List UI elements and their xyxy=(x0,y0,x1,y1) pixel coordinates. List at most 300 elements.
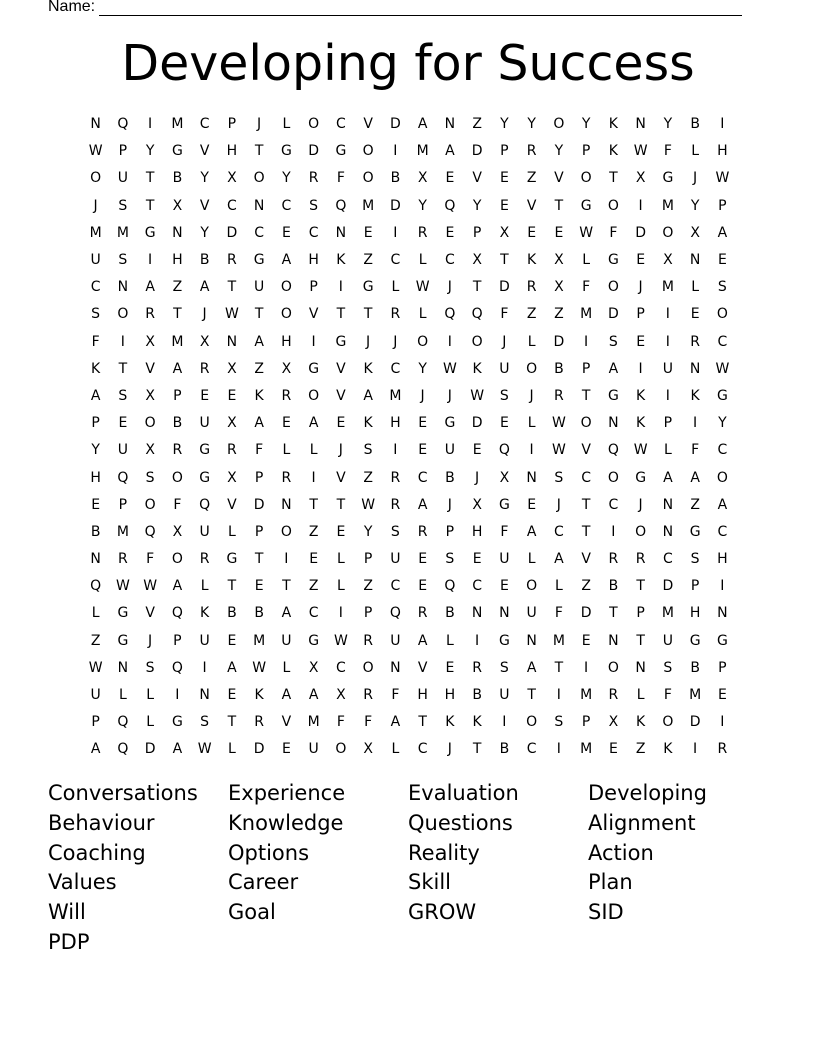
grid-letter[interactable]: D xyxy=(389,197,401,214)
grid-letter[interactable]: N xyxy=(499,605,510,622)
grid-letter[interactable]: H xyxy=(689,605,701,622)
grid-letter[interactable]: D xyxy=(144,741,156,758)
grid-letter[interactable]: I xyxy=(311,469,316,486)
grid-letter[interactable]: P xyxy=(254,469,264,486)
grid-letter[interactable]: W xyxy=(551,415,566,432)
grid-letter[interactable]: C xyxy=(417,741,428,758)
grid-letter[interactable]: S xyxy=(390,523,400,540)
grid-letter[interactable]: T xyxy=(581,387,591,404)
grid-letter[interactable]: G xyxy=(308,360,320,377)
grid-letter[interactable]: C xyxy=(717,333,728,350)
grid-letter[interactable]: P xyxy=(118,496,128,513)
grid-letter[interactable]: X xyxy=(608,714,619,731)
grid-letter[interactable]: T xyxy=(118,360,128,377)
grid-letter[interactable]: O xyxy=(280,279,292,296)
grid-letter[interactable]: N xyxy=(635,116,646,133)
grid-letter[interactable]: V xyxy=(581,551,591,568)
grid-letter[interactable]: Y xyxy=(472,197,482,214)
grid-letter[interactable]: J xyxy=(447,387,452,404)
grid-letter[interactable]: U xyxy=(499,360,510,377)
grid-letter[interactable]: E xyxy=(418,415,428,432)
grid-letter[interactable]: M xyxy=(689,687,702,704)
grid-letter[interactable]: C xyxy=(662,551,673,568)
grid-letter[interactable]: H xyxy=(172,252,183,269)
grid-letter[interactable]: S xyxy=(309,197,319,214)
grid-letter[interactable]: A xyxy=(172,360,183,377)
grid-letter[interactable]: I xyxy=(611,523,616,540)
grid-letter[interactable]: J xyxy=(93,197,98,214)
grid-letter[interactable]: Y xyxy=(690,197,700,214)
grid-letter[interactable]: N xyxy=(662,523,674,540)
grid-letter[interactable]: O xyxy=(362,659,374,676)
grid-letter[interactable]: Z xyxy=(472,116,482,133)
grid-letter[interactable]: L xyxy=(527,415,536,432)
grid-letter[interactable]: W xyxy=(361,496,376,513)
grid-letter[interactable]: R xyxy=(417,224,428,241)
grid-letter[interactable]: U xyxy=(444,442,455,459)
grid-letter[interactable]: X xyxy=(417,170,428,187)
grid-letter[interactable]: T xyxy=(254,306,264,323)
grid-letter[interactable]: V xyxy=(336,360,346,377)
grid-letter[interactable]: I xyxy=(720,714,725,731)
grid-letter[interactable]: L xyxy=(527,551,536,568)
grid-letter[interactable]: J xyxy=(638,279,643,296)
grid-letter[interactable]: Y xyxy=(418,360,427,377)
grid-letter[interactable]: R xyxy=(281,469,292,486)
grid-letter[interactable]: X xyxy=(145,442,155,459)
grid-letter[interactable]: W xyxy=(442,360,457,377)
grid-letter[interactable]: M xyxy=(362,197,375,214)
grid-letter[interactable]: K xyxy=(636,415,646,432)
grid-letter[interactable]: S xyxy=(499,659,509,676)
grid-letter[interactable]: W xyxy=(715,170,730,187)
grid-letter[interactable]: U xyxy=(308,741,319,758)
grid-letter[interactable]: W xyxy=(633,143,648,160)
grid-letter[interactable]: I xyxy=(720,578,725,595)
grid-letter[interactable]: E xyxy=(200,387,210,404)
grid-letter[interactable]: G xyxy=(607,252,619,269)
grid-letter[interactable]: E xyxy=(717,687,727,704)
grid-letter[interactable]: Y xyxy=(527,116,536,133)
grid-letter[interactable]: I xyxy=(529,442,534,459)
grid-letter[interactable]: P xyxy=(445,523,455,540)
grid-letter[interactable]: L xyxy=(663,442,672,459)
grid-letter[interactable]: N xyxy=(253,197,265,214)
grid-letter[interactable]: V xyxy=(554,170,564,187)
grid-letter[interactable]: Y xyxy=(200,224,209,241)
grid-letter[interactable]: O xyxy=(280,306,292,323)
grid-letter[interactable]: V xyxy=(199,143,210,160)
grid-letter[interactable]: A xyxy=(417,632,428,649)
grid-letter[interactable]: Y xyxy=(91,442,100,459)
grid-letter[interactable]: O xyxy=(716,469,728,486)
grid-letter[interactable]: G xyxy=(117,605,129,622)
grid-letter[interactable]: C xyxy=(335,659,346,676)
grid-letter[interactable]: V xyxy=(145,360,155,377)
grid-letter[interactable]: T xyxy=(363,306,373,323)
grid-letter[interactable]: L xyxy=(391,279,400,296)
grid-letter[interactable]: A xyxy=(717,496,728,513)
grid-letter[interactable]: Q xyxy=(117,116,129,133)
grid-letter[interactable]: L xyxy=(418,252,427,269)
grid-letter[interactable]: I xyxy=(720,116,725,133)
grid-letter[interactable]: Y xyxy=(418,197,427,214)
grid-letter[interactable]: U xyxy=(199,632,210,649)
grid-letter[interactable]: B xyxy=(445,469,455,486)
grid-letter[interactable]: G xyxy=(199,469,211,486)
grid-letter[interactable]: X xyxy=(363,741,373,758)
grid-letter[interactable]: A xyxy=(417,116,428,133)
grid-letter[interactable]: L xyxy=(391,741,400,758)
grid-letter[interactable]: E xyxy=(418,578,428,595)
grid-letter[interactable]: S xyxy=(554,714,564,731)
grid-letter[interactable]: P xyxy=(636,605,645,622)
grid-letter[interactable]: O xyxy=(580,170,592,187)
grid-letter[interactable]: L xyxy=(691,279,700,296)
grid-letter[interactable]: O xyxy=(417,333,429,350)
grid-letter[interactable]: W xyxy=(333,632,348,649)
grid-letter[interactable]: E xyxy=(336,415,346,432)
grid-letter[interactable]: P xyxy=(718,197,727,214)
grid-letter[interactable]: R xyxy=(635,551,646,568)
grid-letter[interactable]: Q xyxy=(90,578,102,595)
grid-letter[interactable]: I xyxy=(393,442,398,459)
grid-letter[interactable]: F xyxy=(336,714,345,731)
grid-letter[interactable]: O xyxy=(253,170,265,187)
grid-letter[interactable]: K xyxy=(472,360,482,377)
grid-letter[interactable]: I xyxy=(475,632,480,649)
grid-letter[interactable]: K xyxy=(363,415,373,432)
grid-letter[interactable]: Z xyxy=(363,469,373,486)
grid-letter[interactable]: B xyxy=(499,741,510,758)
grid-letter[interactable]: M xyxy=(661,197,674,214)
grid-letter[interactable]: C xyxy=(608,496,619,513)
grid-letter[interactable]: P xyxy=(227,116,237,133)
grid-letter[interactable]: B xyxy=(227,605,237,622)
grid-letter[interactable]: P xyxy=(581,143,591,160)
grid-letter[interactable]: S xyxy=(145,469,155,486)
grid-letter[interactable]: C xyxy=(390,360,401,377)
grid-letter[interactable]: E xyxy=(336,523,346,540)
grid-letter[interactable]: S xyxy=(91,306,101,323)
grid-letter[interactable]: G xyxy=(716,387,728,404)
grid-letter[interactable]: D xyxy=(389,116,401,133)
grid-letter[interactable]: Q xyxy=(117,741,129,758)
grid-letter[interactable]: U xyxy=(390,632,401,649)
grid-letter[interactable]: I xyxy=(393,224,398,241)
grid-letter[interactable]: T xyxy=(336,306,346,323)
grid-letter[interactable]: H xyxy=(444,687,456,704)
grid-letter[interactable]: T xyxy=(173,306,182,323)
grid-letter[interactable]: C xyxy=(390,578,401,595)
grid-letter[interactable]: J xyxy=(338,442,343,459)
grid-letter[interactable]: T xyxy=(227,714,237,731)
grid-letter[interactable]: E xyxy=(445,224,455,241)
grid-letter[interactable]: W xyxy=(197,741,212,758)
grid-letter[interactable]: X xyxy=(554,279,564,296)
grid-letter[interactable]: F xyxy=(391,687,400,704)
grid-letter[interactable]: S xyxy=(145,659,155,676)
grid-letter[interactable]: L xyxy=(227,523,236,540)
grid-letter[interactable]: X xyxy=(227,415,237,432)
grid-letter[interactable]: K xyxy=(690,387,700,404)
grid-letter[interactable]: J xyxy=(638,496,643,513)
grid-letter[interactable]: E xyxy=(281,224,291,241)
grid-letter[interactable]: E xyxy=(363,224,373,241)
grid-letter[interactable]: I xyxy=(584,659,589,676)
grid-letter[interactable]: S xyxy=(118,252,128,269)
grid-letter[interactable]: P xyxy=(309,279,318,296)
grid-letter[interactable]: N xyxy=(226,333,238,350)
grid-letter[interactable]: A xyxy=(663,469,673,486)
grid-letter[interactable]: C xyxy=(417,469,428,486)
grid-letter[interactable]: M xyxy=(307,714,320,731)
grid-letter[interactable]: C xyxy=(717,442,728,459)
grid-letter[interactable]: Q xyxy=(171,605,183,622)
grid-letter[interactable]: X xyxy=(690,224,700,241)
grid-letter[interactable]: G xyxy=(117,632,129,649)
grid-letter[interactable]: N xyxy=(526,469,537,486)
grid-letter[interactable]: L xyxy=(146,714,155,731)
grid-letter[interactable]: F xyxy=(91,333,100,350)
grid-letter[interactable]: G xyxy=(226,551,238,568)
grid-letter[interactable]: N xyxy=(117,659,129,676)
grid-letter[interactable]: X xyxy=(172,523,183,540)
grid-letter[interactable]: C xyxy=(308,224,319,241)
grid-letter[interactable]: Q xyxy=(335,197,347,214)
grid-letter[interactable]: S xyxy=(118,387,128,404)
grid-letter[interactable]: M xyxy=(253,632,266,649)
grid-letter[interactable]: C xyxy=(226,197,237,214)
grid-letter[interactable]: I xyxy=(584,333,589,350)
grid-letter[interactable]: Z xyxy=(554,306,564,323)
grid-letter[interactable]: W xyxy=(115,578,130,595)
grid-letter[interactable]: M xyxy=(580,306,593,323)
grid-letter[interactable]: P xyxy=(718,659,727,676)
grid-letter[interactable]: T xyxy=(418,714,427,731)
grid-letter[interactable]: N xyxy=(608,415,619,432)
grid-letter[interactable]: O xyxy=(308,387,320,404)
grid-letter[interactable]: D xyxy=(553,333,565,350)
grid-letter[interactable]: J xyxy=(556,496,561,513)
grid-letter[interactable]: H xyxy=(471,523,483,540)
grid-letter[interactable]: V xyxy=(227,496,237,513)
grid-letter[interactable]: Z xyxy=(308,578,319,595)
grid-letter[interactable]: E xyxy=(499,415,509,432)
grid-letter[interactable]: K xyxy=(472,714,482,731)
grid-letter[interactable]: P xyxy=(173,632,182,649)
grid-letter[interactable]: C xyxy=(444,252,455,269)
grid-letter[interactable]: W xyxy=(88,143,103,160)
grid-letter[interactable]: N xyxy=(471,605,483,622)
grid-letter[interactable]: E xyxy=(309,551,319,568)
grid-letter[interactable]: H xyxy=(717,551,728,568)
grid-letter[interactable]: W xyxy=(715,360,730,377)
grid-letter[interactable]: E xyxy=(472,551,482,568)
grid-letter[interactable]: T xyxy=(472,279,482,296)
grid-letter[interactable]: C xyxy=(472,578,483,595)
grid-letter[interactable]: N xyxy=(689,360,701,377)
grid-letter[interactable]: J xyxy=(502,333,507,350)
grid-letter[interactable]: F xyxy=(255,442,264,459)
grid-letter[interactable]: E xyxy=(499,170,509,187)
grid-letter[interactable]: I xyxy=(393,143,398,160)
grid-letter[interactable]: F xyxy=(663,143,672,160)
grid-letter[interactable]: Q xyxy=(444,578,456,595)
grid-letter[interactable]: P xyxy=(363,605,373,622)
grid-letter[interactable]: X xyxy=(281,360,292,377)
grid-letter[interactable]: Z xyxy=(90,632,101,649)
grid-letter[interactable]: N xyxy=(689,252,701,269)
grid-letter[interactable]: E xyxy=(636,252,646,269)
grid-letter[interactable]: O xyxy=(362,170,374,187)
grid-letter[interactable]: C xyxy=(717,523,728,540)
grid-letter[interactable]: S xyxy=(690,551,700,568)
grid-letter[interactable]: N xyxy=(662,496,674,513)
grid-letter[interactable]: I xyxy=(665,306,670,323)
grid-letter[interactable]: P xyxy=(91,714,100,731)
grid-letter[interactable]: U xyxy=(117,170,128,187)
grid-letter[interactable]: E xyxy=(281,741,291,758)
grid-letter[interactable]: G xyxy=(362,279,374,296)
grid-letter[interactable]: E xyxy=(527,496,537,513)
grid-letter[interactable]: F xyxy=(336,170,345,187)
grid-letter[interactable]: T xyxy=(581,496,591,513)
grid-letter[interactable]: B xyxy=(445,605,455,622)
grid-letter[interactable]: R xyxy=(145,306,155,323)
grid-letter[interactable]: H xyxy=(308,252,319,269)
grid-letter[interactable]: D xyxy=(471,143,483,160)
grid-letter[interactable]: T xyxy=(609,170,618,187)
grid-letter[interactable]: K xyxy=(336,252,346,269)
grid-letter[interactable]: B xyxy=(690,659,700,676)
grid-letter[interactable]: I xyxy=(148,116,153,133)
grid-letter[interactable]: J xyxy=(148,632,153,649)
grid-letter[interactable]: E xyxy=(418,551,428,568)
grid-letter[interactable]: U xyxy=(526,605,537,622)
grid-letter[interactable]: L xyxy=(146,687,155,704)
grid-letter[interactable]: Z xyxy=(363,252,373,269)
grid-letter[interactable]: B xyxy=(172,170,183,187)
grid-letter[interactable]: E xyxy=(254,578,264,595)
grid-letter[interactable]: R xyxy=(608,687,619,704)
grid-letter[interactable]: R xyxy=(390,469,401,486)
grid-letter[interactable]: F xyxy=(364,714,373,731)
grid-letter[interactable]: I xyxy=(148,252,153,269)
grid-letter[interactable]: O xyxy=(716,306,728,323)
grid-letter[interactable]: I xyxy=(665,387,670,404)
grid-letter[interactable]: M xyxy=(389,387,402,404)
grid-letter[interactable]: N xyxy=(608,632,619,649)
grid-letter[interactable]: A xyxy=(90,387,101,404)
grid-letter[interactable]: L xyxy=(336,578,345,595)
grid-letter[interactable]: N xyxy=(444,116,456,133)
grid-letter[interactable]: W xyxy=(224,306,239,323)
grid-letter[interactable]: D xyxy=(226,224,238,241)
grid-letter[interactable]: C xyxy=(335,116,346,133)
grid-letter[interactable]: J xyxy=(257,116,262,133)
grid-letter[interactable]: W xyxy=(88,659,103,676)
grid-letter[interactable]: J xyxy=(366,333,371,350)
grid-letter[interactable]: U xyxy=(281,632,292,649)
grid-letter[interactable]: Y xyxy=(200,170,209,187)
grid-letter[interactable]: U xyxy=(499,687,510,704)
grid-letter[interactable]: K xyxy=(527,252,537,269)
grid-letter[interactable]: S xyxy=(118,197,128,214)
grid-letter[interactable]: Z xyxy=(526,306,537,323)
grid-letter[interactable]: H xyxy=(417,687,428,704)
grid-letter[interactable]: A xyxy=(172,741,183,758)
grid-letter[interactable]: U xyxy=(90,687,101,704)
grid-letter[interactable]: R xyxy=(717,741,728,758)
grid-letter[interactable]: O xyxy=(471,333,483,350)
grid-letter[interactable]: R xyxy=(118,551,128,568)
grid-letter[interactable]: Z xyxy=(635,741,646,758)
grid-letter[interactable]: M xyxy=(580,687,593,704)
grid-letter[interactable]: U xyxy=(254,279,265,296)
grid-letter[interactable]: A xyxy=(308,415,319,432)
grid-letter[interactable]: X xyxy=(554,252,564,269)
grid-letter[interactable]: Y xyxy=(663,116,673,133)
grid-letter[interactable]: T xyxy=(527,687,536,704)
grid-letter[interactable]: G xyxy=(635,469,647,486)
grid-letter[interactable]: G xyxy=(580,197,592,214)
grid-letter[interactable]: C xyxy=(553,523,564,540)
grid-letter[interactable]: A xyxy=(717,224,728,241)
grid-letter[interactable]: K xyxy=(254,387,264,404)
grid-letter[interactable]: Z xyxy=(254,360,264,377)
grid-letter[interactable]: B xyxy=(199,252,210,269)
grid-letter[interactable]: P xyxy=(363,551,373,568)
grid-letter[interactable]: E xyxy=(636,333,646,350)
grid-letter[interactable]: O xyxy=(335,741,347,758)
grid-letter[interactable]: R xyxy=(199,360,210,377)
grid-letter[interactable]: M xyxy=(661,279,674,296)
grid-letter[interactable]: A xyxy=(254,333,264,350)
grid-letter[interactable]: F xyxy=(173,496,182,513)
grid-letter[interactable]: L xyxy=(309,442,318,459)
grid-letter[interactable]: O xyxy=(662,224,674,241)
grid-letter[interactable]: F xyxy=(146,551,155,568)
grid-letter[interactable]: O xyxy=(171,551,183,568)
grid-letter[interactable]: E xyxy=(690,306,700,323)
grid-letter[interactable]: E xyxy=(445,170,455,187)
grid-letter[interactable]: A xyxy=(445,143,455,160)
grid-letter[interactable]: L xyxy=(691,143,700,160)
grid-letter[interactable]: G xyxy=(171,143,183,160)
grid-letter[interactable]: G xyxy=(498,496,510,513)
grid-letter[interactable]: O xyxy=(526,360,538,377)
grid-letter[interactable]: G xyxy=(335,333,347,350)
grid-letter[interactable]: B xyxy=(472,687,482,704)
grid-letter[interactable]: L xyxy=(91,605,100,622)
grid-letter[interactable]: R xyxy=(526,279,537,296)
grid-letter[interactable]: G xyxy=(308,632,320,649)
grid-letter[interactable]: Q xyxy=(607,442,619,459)
grid-letter[interactable]: C xyxy=(581,469,592,486)
grid-letter[interactable]: E xyxy=(281,415,291,432)
grid-letter[interactable]: R xyxy=(390,496,401,513)
grid-letter[interactable]: P xyxy=(91,415,100,432)
grid-letter[interactable]: P xyxy=(118,143,128,160)
grid-letter[interactable]: N xyxy=(390,659,401,676)
grid-letter[interactable]: B xyxy=(390,170,401,187)
grid-letter[interactable]: H xyxy=(281,333,292,350)
grid-letter[interactable]: U xyxy=(662,360,673,377)
grid-letter[interactable]: C xyxy=(526,741,537,758)
grid-letter[interactable]: E xyxy=(227,687,237,704)
grid-letter[interactable]: O xyxy=(553,116,565,133)
